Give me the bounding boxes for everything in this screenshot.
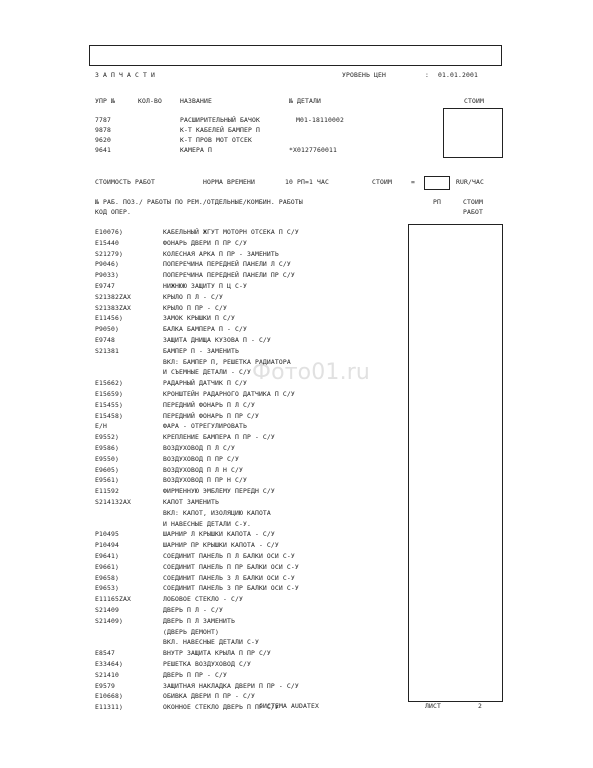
work-description: РАДАРНЫЙ ДАТЧИК П С/У (163, 379, 247, 388)
parts-cost-box (443, 108, 503, 158)
work-code: E10668) (95, 692, 123, 701)
price-level-date: 01.01.2001 (438, 71, 478, 79)
work-description: ЛОБОВОЕ СТЕКЛО - С/У (163, 595, 243, 604)
part-detail: *X0127760011 (289, 146, 337, 154)
work-description: ФАРА - ОТРЕГУЛИРОВАТЬ (163, 422, 247, 431)
works-col-cost: СТОИМ (463, 198, 483, 206)
work-code: S21381 (95, 346, 119, 355)
work-code: E9579 (95, 681, 115, 690)
work-code: E33464) (95, 660, 123, 668)
parts-col-cost: СТОИМ (464, 97, 484, 105)
work-description: И НАВЕСНЫЕ ДЕТАЛИ С-У. (163, 519, 251, 528)
work-code: E/H (95, 422, 107, 431)
parts-col-name: НАЗВАНИЕ (180, 97, 212, 105)
work-description: ВКЛ: КАПОТ, ИЗОЛЯЦИЮ КАПОТА (163, 508, 271, 517)
work-description: ДВЕРЬ П Л - С/У (163, 606, 223, 614)
work-code: S21409) (95, 616, 123, 625)
work-code: E11592 (95, 487, 119, 496)
work-description: ШАРНИР ПР КРЫШКИ КАПОТА - С/У (163, 541, 279, 550)
works-header-line2: КОД ОПЕР. (95, 208, 131, 216)
work-code: S21279) (95, 249, 123, 258)
work-description: ВОЗДУХОВОД П ПР Н С/У (163, 476, 247, 485)
works-col-rp: РП (433, 198, 441, 206)
part-name: К-Т ПРОВ МОТ ОТСЕК (180, 136, 252, 144)
work-description: ПЕРЕДНИЙ ФОНАРЬ П ПР С/У (163, 411, 259, 420)
works-header-line1: № РАБ. ПОЗ./ РАБОТЫ ПО РЕМ./ОТДЕЛЬНЫЕ/КОМБИН. РАБОТЫ (95, 198, 303, 206)
work-description: КРЫЛО П Л - С/У (163, 292, 223, 301)
work-code: P10495 (95, 530, 119, 539)
work-description: ВКЛ. НАВЕСНЫЕ ДЕТАЛИ С-У (163, 638, 259, 647)
work-code: P9046) (95, 260, 119, 269)
work-description: ПОПЕРЕЧИНА ПЕРЕДНЕЙ ПАНЕЛИ ПР С/У (163, 271, 295, 280)
work-code: E11165ZAX (95, 595, 131, 604)
work-description: ШАРНИР Л КРЫШКИ КАПОТА - С/У (163, 530, 275, 539)
work-description: СОЕДИНИТ ПАНЕЛЬ П Л БАЛКИ ОСИ С-У (163, 552, 295, 560)
header-frame (89, 45, 502, 66)
footer-sheet-label: ЛИСТ (425, 702, 441, 710)
part-name: РАСШИРИТЕЛЬНЫЙ БАЧОК (180, 116, 260, 124)
part-name: К-Т КАБЕЛЕЙ БАМПЕР П (180, 126, 260, 134)
work-description: И СЪЕМНЫЕ ДЕТАЛИ - С/У (163, 368, 251, 377)
work-code: E9561) (95, 476, 119, 485)
work-code: E11456) (95, 314, 123, 323)
work-description: ВНУТР ЗАЩИТА КРЫЛА П ПР С/У (163, 649, 271, 658)
work-description: БАЛКА БАМПЕРА П - С/У (163, 325, 247, 334)
work-description: ВКЛ: БАМПЕР П, РЕШЕТКА РАДИАТОРА (163, 357, 291, 366)
work-code: S21409 (95, 606, 119, 614)
footer-system: СИСТЕМА AUDATEX (259, 702, 319, 710)
work-code: E9552) (95, 433, 119, 442)
work-code: E15440 (95, 238, 119, 247)
work-description: КАБЕЛЬНЫЙ ЖГУТ МОТОРН ОТСЕКА П С/У (163, 228, 299, 236)
work-code: P9033) (95, 271, 119, 280)
work-code: E9747 (95, 282, 115, 290)
work-description: СОЕДИНИТ ПАНЕЛЬ П ПР БАЛКИ ОСИ С-У (163, 562, 299, 571)
part-detail: М01-18110002 (296, 116, 344, 124)
price-level-sep: : (425, 71, 429, 79)
work-description: КОЛЕСНАЯ АРКА П ПР - ЗАМЕНИТЬ (163, 249, 279, 258)
part-name: КАМЕРА П (180, 146, 212, 154)
works-col-cost-sub: РАБОТ (463, 208, 483, 216)
work-description: ВОЗДУХОВОД П Л Н С/У (163, 465, 243, 474)
work-description: ЗАМОК КРЫШКИ П С/У (163, 314, 235, 323)
work-description: БАМПЕР П - ЗАМЕНИТЬ (163, 346, 239, 355)
work-description: ДВЕРЬ П ПР - С/У (163, 670, 227, 679)
work-description: ОБИВКА ДВЕРИ П ПР - С/У (163, 692, 255, 701)
work-description: КРЕПЛЕНИЕ БАМПЕРА П ПР - С/У (163, 433, 275, 442)
work-code: E15458) (95, 411, 123, 420)
work-code: S21410 (95, 670, 119, 679)
work-code: E8547 (95, 649, 115, 658)
work-code: E11311) (95, 703, 123, 712)
rp-rate-label: 10 РП=1 ЧАС (285, 178, 329, 186)
work-description: ПЕРЕДНИЙ ФОНАРЬ П Л С/У (163, 400, 255, 409)
rate-value-box (424, 176, 450, 190)
work-code: E10076) (95, 228, 123, 236)
works-cost-box (408, 224, 503, 702)
work-code: E9661) (95, 562, 119, 571)
work-description: КРОНШТЕЙН РАДАРНОГО ДАТЧИКА П С/У (163, 390, 295, 398)
parts-col-upr: УПР № (95, 97, 115, 105)
work-code: P9050) (95, 325, 119, 334)
work-code: E15659) (95, 390, 123, 398)
parts-col-qty: КОЛ-ВО (138, 97, 162, 105)
rate-unit: RUR/ЧАС (456, 178, 484, 186)
work-code: E9748 (95, 336, 115, 344)
document-title: З А П Ч А С Т И (95, 71, 155, 79)
price-level-label: УРОВЕНЬ ЦЕН (342, 71, 386, 79)
work-code: S21382ZAX (95, 292, 131, 301)
work-description: КАПОТ ЗАМЕНИТЬ (163, 498, 219, 506)
work-code: E9641) (95, 552, 119, 560)
work-code: P10494 (95, 541, 119, 550)
work-description: ФИРМЕННУЮ ЭМБЛЕМУ ПЕРЕДН С/У (163, 487, 275, 496)
work-description: (ДВЕРЬ ДЕМОНТ) (163, 627, 219, 636)
rate-label: СТОИМ (372, 178, 392, 186)
work-description: СОЕДИНИТ ПАНЕЛЬ З ПР БАЛКИ ОСИ С-У (163, 584, 299, 593)
work-description: ЗАЩИТА ДНИЩА КУЗОВА П - С/У (163, 336, 271, 344)
work-description: ЗАЩИТНАЯ НАКЛАДКА ДВЕРИ П ПР - С/У (163, 681, 299, 690)
time-norm-label: НОРМА ВРЕМЕНИ (203, 178, 255, 186)
work-description: ПОПЕРЕЧИНА ПЕРЕДНЕЙ ПАНЕЛИ Л С/У (163, 260, 291, 269)
work-description: ДВЕРЬ П Л ЗАМЕНИТЬ (163, 616, 235, 625)
parts-col-detail: № ДЕТАЛИ (289, 97, 321, 105)
work-code: S214132AX (95, 498, 131, 506)
work-code: E9605) (95, 465, 119, 474)
part-upr: 7787 (95, 116, 111, 124)
work-code: E15455) (95, 400, 123, 409)
work-description: РЕШЕТКА ВОЗДУХОВОД С/У (163, 660, 251, 668)
work-description: ВОЗДУХОВОД П Л С/У (163, 444, 235, 452)
part-upr: 9620 (95, 136, 111, 144)
work-description: СОЕДИНИТ ПАНЕЛЬ З Л БАЛКИ ОСИ С-У (163, 573, 295, 582)
work-description: ОКОННОЕ СТЕКЛО ДВЕРЬ П ПР С/У (163, 703, 279, 712)
work-cost-label: СТОИМОСТЬ РАБОТ (95, 178, 155, 186)
part-upr: 9878 (95, 126, 111, 134)
work-code: E9550) (95, 454, 119, 463)
work-description: КРЫЛО П ПР - С/У (163, 303, 227, 312)
work-code: E9653) (95, 584, 119, 593)
part-upr: 9641 (95, 146, 111, 154)
work-description: НИЖНЮЮ ЗАЩИТУ П Ц С-У (163, 282, 247, 290)
work-code: S21383ZAX (95, 303, 131, 312)
rate-equals: = (411, 178, 415, 186)
footer-sheet-number: 2 (478, 702, 482, 710)
watermark: Фото01.ru (252, 360, 370, 385)
work-description: ВОЗДУХОВОД П ПР С/У (163, 454, 239, 463)
work-code: E9586) (95, 444, 119, 452)
work-code: E9658) (95, 573, 119, 582)
work-code: E15662) (95, 379, 123, 388)
work-description: ФОНАРЬ ДВЕРИ П ПР С/У (163, 238, 247, 247)
